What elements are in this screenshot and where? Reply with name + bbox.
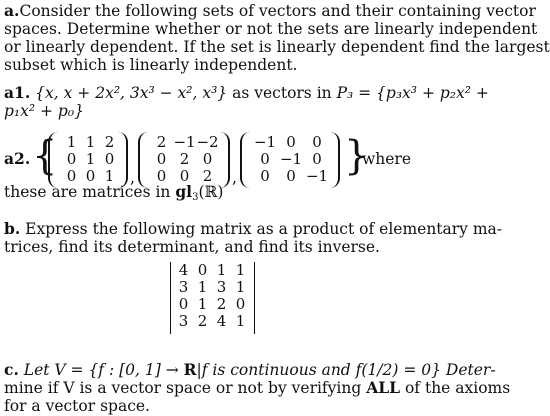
cell: 1 [216, 261, 227, 279]
paren-left [48, 132, 60, 188]
a2-line-2 [4, 183, 223, 207]
intro-line-1 [4, 2, 536, 20]
matrix-cells [62, 134, 119, 185]
cell: 2 [202, 167, 213, 185]
paren-left [240, 132, 252, 188]
cell: 1 [104, 167, 115, 185]
comma: , [232, 168, 238, 187]
a2-matrix-3 [240, 132, 340, 188]
cell: −1 [253, 133, 277, 151]
c-text-2a: mine if V is a vector space or not by verifying [4, 379, 367, 397]
cell: 0 [235, 295, 246, 313]
cell: 2 [156, 133, 167, 151]
cell: 0 [156, 167, 167, 185]
c-text-1a: Let V = {f : [0, 1] → [23, 361, 184, 379]
left-brace: { [32, 133, 58, 179]
all-emphasis: ALL [366, 378, 401, 397]
matrix-cells [150, 134, 219, 185]
cell: 1 [66, 133, 77, 151]
cell: 2 [179, 150, 190, 168]
c-line-3: for a vector space. [4, 397, 150, 415]
cell: 1 [235, 261, 246, 279]
cell: 0 [202, 150, 213, 168]
cell: −1 [279, 150, 303, 168]
cell: 0 [260, 167, 270, 185]
matrix-cells [252, 134, 330, 185]
a2-label [4, 150, 30, 168]
a2-label-text: a2. [4, 149, 31, 168]
b-line-1 [4, 220, 502, 238]
cell: 0 [85, 167, 96, 185]
a1-line-2 [4, 102, 84, 120]
cell: 1 [85, 150, 96, 168]
cell: 0 [286, 133, 296, 151]
part-b-label: b. [4, 219, 21, 238]
c-line-1 [4, 361, 496, 379]
gl-subscript: 3 [192, 192, 199, 203]
gl-field: (ℝ) [198, 183, 224, 201]
reals-symbol: R [183, 360, 197, 379]
paren-right [116, 132, 128, 188]
cell: 2 [216, 295, 227, 313]
intro-text-1: Consider the following sets of vectors and their containing vector [19, 2, 536, 20]
matrix-cells [174, 262, 250, 330]
a1-line-1 [4, 84, 489, 102]
cell: 0 [104, 150, 115, 168]
cell: 1 [197, 278, 208, 296]
paren-left [138, 132, 150, 188]
cell: 1 [197, 295, 208, 313]
cell: 0 [156, 150, 167, 168]
cell: 0 [312, 133, 322, 151]
c-text-1b: |f is continuous and f(1/2) = 0} Deter- [196, 361, 496, 379]
b-text-1: Express the following matrix as a product of elementary ma- [25, 220, 503, 238]
gl-symbol: gl [175, 182, 193, 201]
c-line-2 [4, 379, 510, 397]
a1-space: P₃ = {p₃x³ + p₂x² + [336, 84, 489, 102]
intro-line-2: spaces. Determine whether or not the sets are linearly independent [4, 20, 538, 38]
b-line-2: trices, find its determinant, and find its inverse. [4, 238, 380, 256]
cell: −2 [196, 133, 219, 151]
a1-set: {x, x + 2x², 3x³ − x², x³} [35, 84, 228, 102]
cell: 1 [235, 312, 246, 330]
cell: 1 [235, 278, 246, 296]
cell: 3 [178, 278, 189, 296]
cell: 0 [66, 167, 77, 185]
cell: 0 [260, 150, 270, 168]
cell: 0 [178, 295, 189, 313]
c-text-2b: of the axioms [400, 379, 511, 397]
cell: 4 [216, 312, 227, 330]
cell: 3 [178, 312, 189, 330]
det-bar-right [254, 262, 255, 334]
cell: 0 [197, 261, 208, 279]
cell: 0 [312, 150, 322, 168]
paren-right [218, 132, 230, 188]
cell: 0 [286, 167, 296, 185]
cell: 1 [85, 133, 96, 151]
comma: , [130, 168, 136, 187]
cell: 0 [179, 167, 190, 185]
cell: 3 [216, 278, 227, 296]
b-matrix [166, 262, 262, 338]
intro-line-3: or linearly dependent. If the set is linearly dependent find the largest [4, 38, 550, 56]
part-c-label: c. [4, 360, 19, 379]
a1-label: a1. [4, 83, 31, 102]
cell: −1 [173, 133, 196, 151]
a1-mid-text: as vectors in [232, 84, 332, 102]
a2-where: where [362, 150, 412, 168]
paren-right [328, 132, 340, 188]
a1-space-cont: p₁x² + p₀} [4, 102, 84, 120]
cell: 0 [66, 150, 77, 168]
cell: −1 [305, 167, 329, 185]
cell: 2 [104, 133, 115, 151]
a2-matrix-1 [48, 132, 128, 188]
det-bar-left [170, 262, 171, 334]
a2-line2-text: these are matrices in [4, 183, 171, 201]
a2-matrix-2 [138, 132, 230, 188]
cell: 2 [197, 312, 208, 330]
cell: 4 [178, 261, 189, 279]
part-a-label: a. [4, 1, 20, 20]
intro-line-4: subset which is linearly independent. [4, 56, 298, 74]
right-brace: } [344, 133, 370, 179]
